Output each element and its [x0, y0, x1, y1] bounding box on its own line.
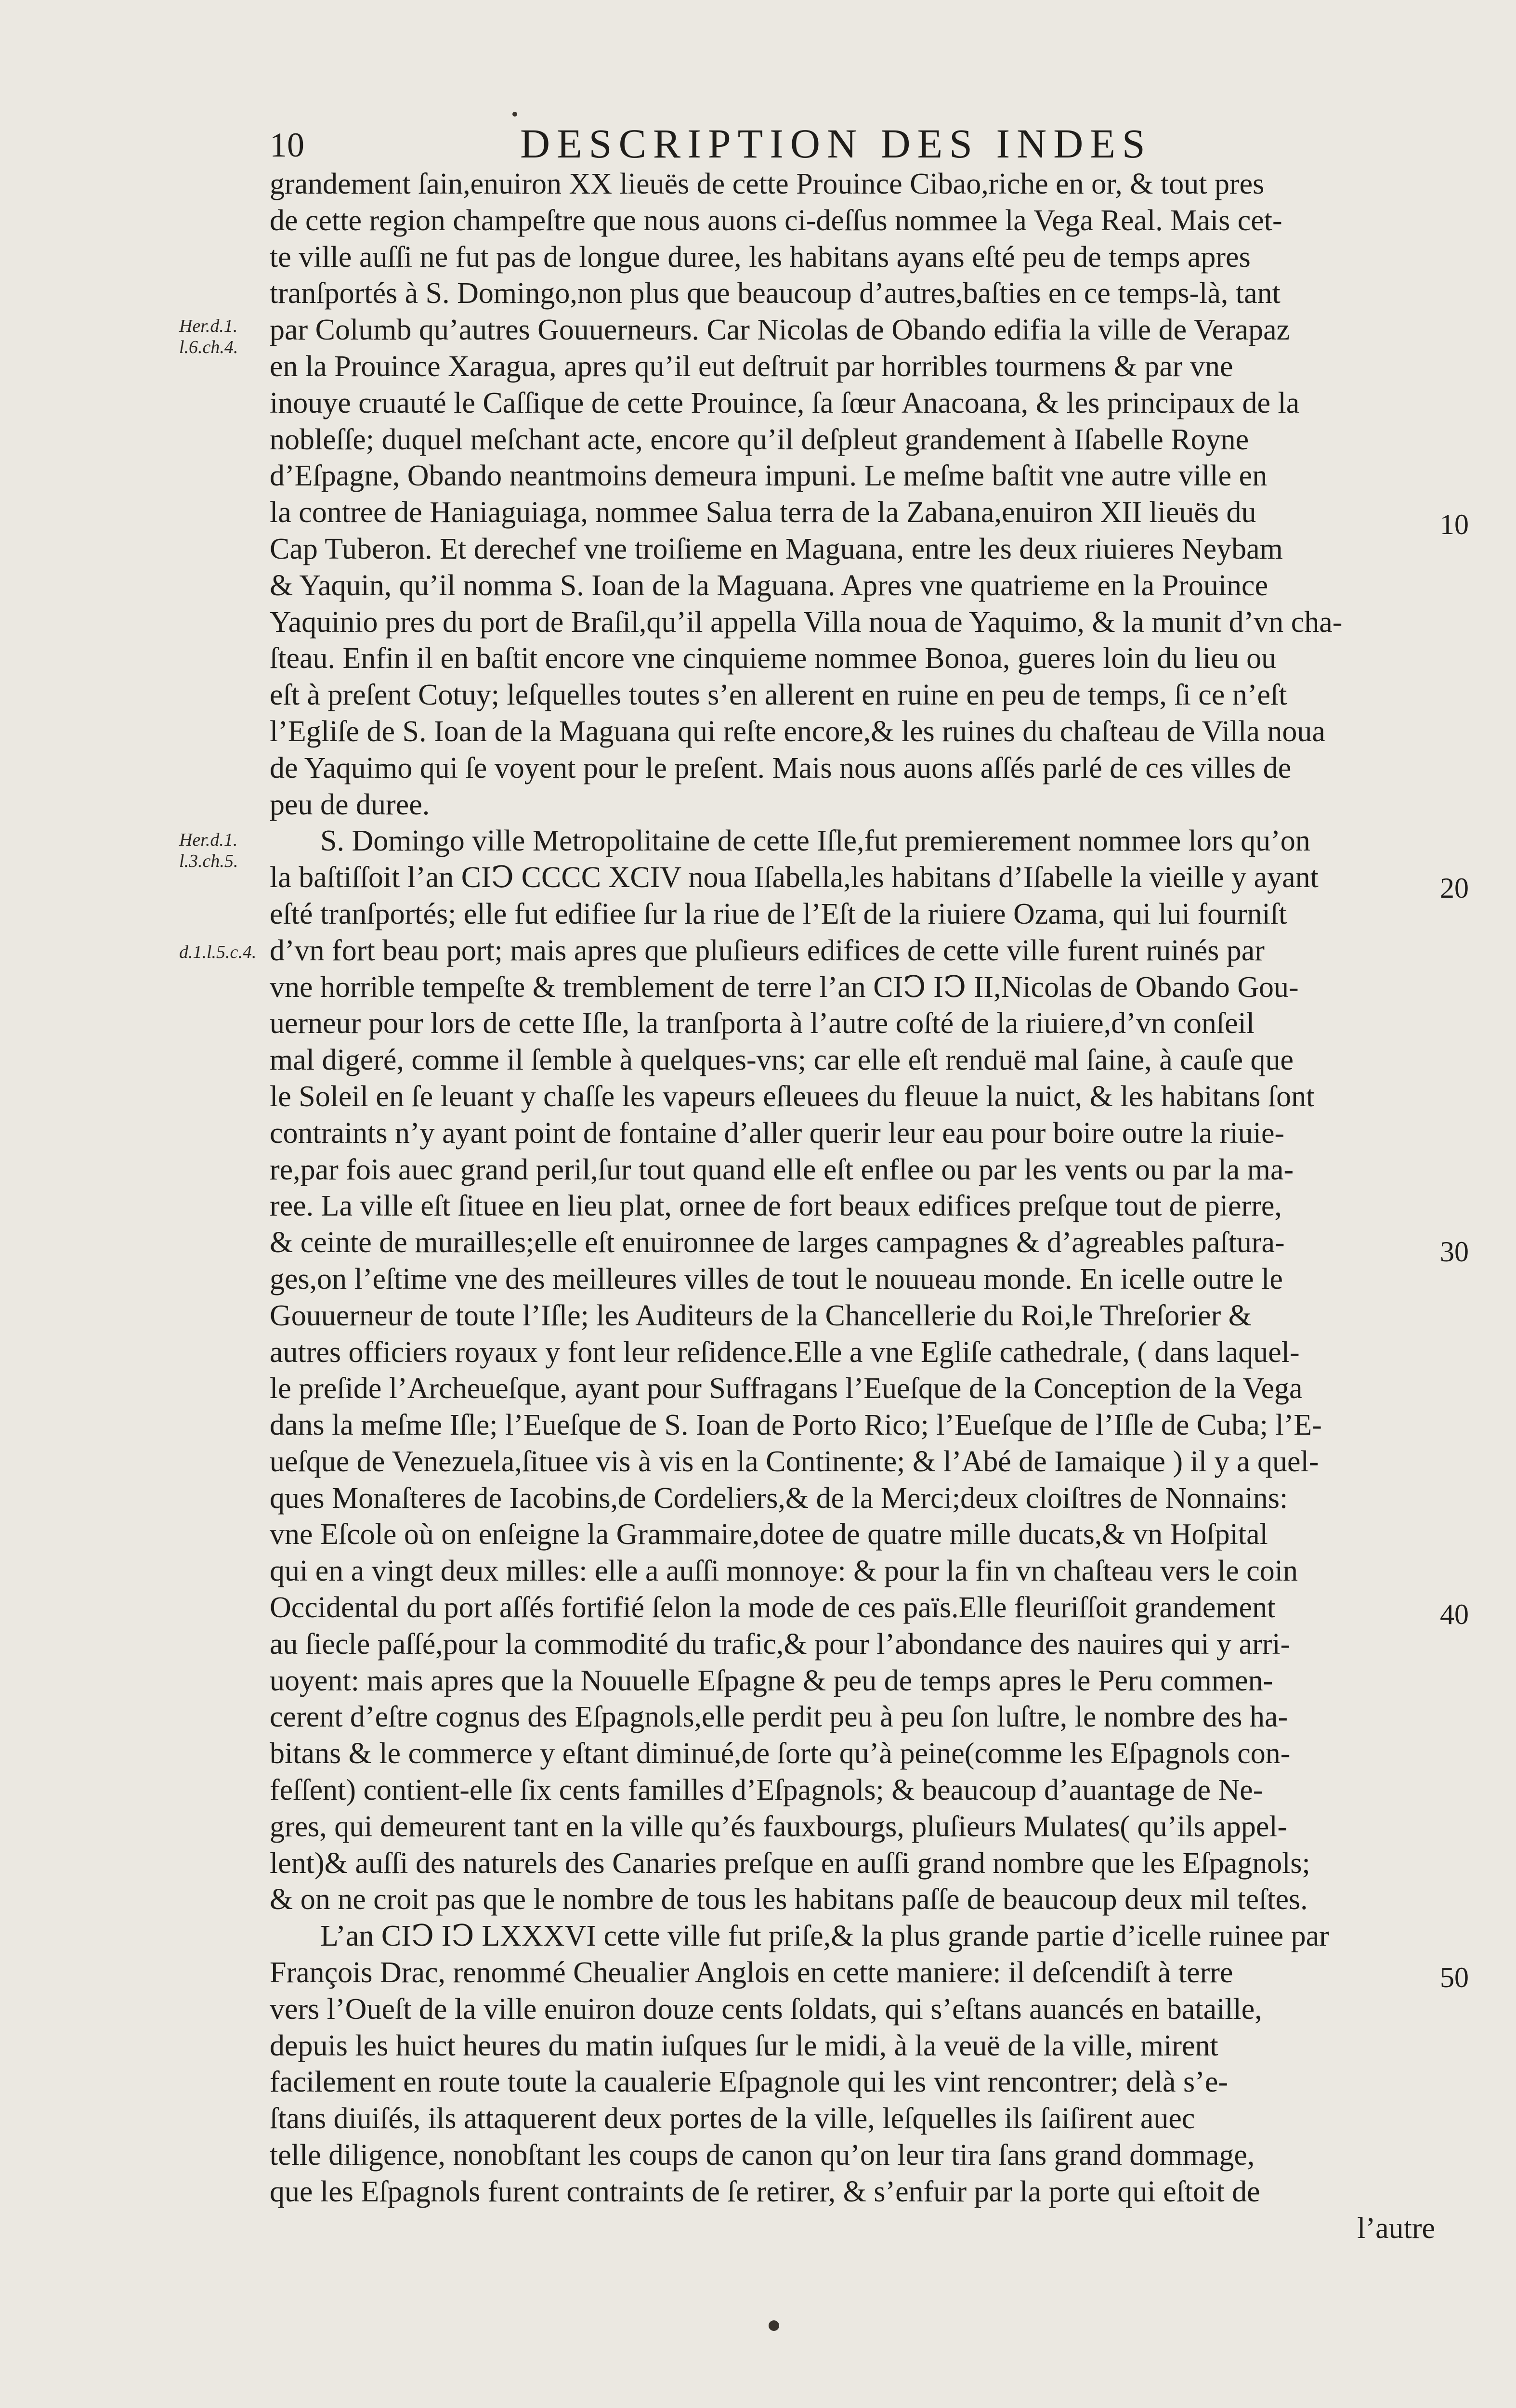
text-line: qui en a vingt deux milles: elle a auſſi monnoye: & pour la fin vn chaſteau vers le coin [270, 1555, 1298, 1588]
text-line: uerneur pour lors de cette Iſle, la tranſporta à l’autre coſté de la riuiere,d’vn conſeil [270, 1007, 1255, 1040]
text-line: par Columb qu’autres Gouuerneurs. Car Nicolas de Obando edifia la ville de Verapaz [270, 314, 1290, 347]
margin-note: d.1.l.5.c.4. [179, 942, 257, 962]
text-line: grandement ſain,enuiron XX lieuës de cette Prouince Cibao,riche en or, & tout pres [270, 168, 1265, 200]
text-line: facilement en route toute la caualerie Eſpagnole qui les vint rencontrer; delà s’e- [270, 2066, 1228, 2099]
text-line: l’Egliſe de S. Ioan de la Maguana qui reſte encore,& les ruines du chaſteau de Villa noua [270, 715, 1325, 748]
line-number: 20 [1440, 872, 1469, 904]
text-line: Occidental du port aſſés fortifié ſelon la mode de ces païs.Elle fleuriſſoit grandement [270, 1591, 1276, 1624]
text-line: au ſiecle paſſé,pour la commodité du trafic,& pour l’abondance des nauires qui y arri- [270, 1627, 1291, 1661]
text-line: cerent d’eſtre cognus des Eſpagnols,elle perdit peu à peu ſon luſtre, le nombre des ha- [270, 1701, 1288, 1734]
text-line: re,par fois auec grand peril,ſur tout quand elle eſt enflee ou par les vents ou par la ma- [270, 1153, 1294, 1186]
line-number: 40 [1440, 1598, 1469, 1630]
text-line: ueſque de Venezuela,ſituee vis à vis en la Continente; & l’Abé de Iamaique ) il y a quel- [270, 1445, 1319, 1478]
text-line: & ceinte de murailles;elle eſt enuironnee de larges campagnes & d’agreables paſtura- [270, 1226, 1285, 1259]
text-line: vers l’Oueſt de la ville enuiron douze cents ſoldats, qui s’eſtans auancés en bataille, [270, 1992, 1262, 2026]
text-line: François Drac, renommé Cheualier Anglois en cette maniere: il deſcendiſt à terre [270, 1956, 1233, 1989]
page-header [270, 115, 1454, 168]
body-text [270, 166, 1435, 2247]
ink-speck [512, 112, 517, 117]
text-line: de cette region champeſtre que nous auons ci-deſſus nommee la Vega Real. Mais cet- [270, 204, 1282, 237]
text-line: te ville auſſi ne fut pas de longue duree, les habitans ayans eſté peu de temps apres [270, 240, 1251, 274]
text-line: nobleſſe; duquel meſchant acte, encore qu’il deſpleut grandement à Iſabelle Royne [270, 423, 1249, 456]
text-line: contraints n’y ayant point de fontaine d’aller querir leur eau pour boire outre la riuie- [270, 1116, 1285, 1150]
text-line: depuis les huict heures du matin iuſques ſur le midi, à la veuë de la ville, mirent [270, 2029, 1218, 2062]
text-line: feſſent) contient-elle ſix cents familles d’Eſpagnols; & beaucoup d’auantage de Ne- [270, 1774, 1263, 1807]
page-number: 10 [270, 126, 304, 164]
text-line: gres, qui demeurent tant en la ville qu’és fauxbourgs, pluſieurs Mulates( qu’ils appel- [270, 1810, 1288, 1843]
text-line: Gouuerneur de toute l’Iſle; les Auditeurs de la Chancellerie du Roi,le Threſorier & [270, 1299, 1252, 1332]
text-line: l’autre [1357, 2212, 1435, 2245]
text-line: ree. La ville eſt ſituee en lieu plat, ornee de fort beaux edifices preſque tout de pierre, [270, 1190, 1282, 1223]
text-line: ques Monaſteres de Iacobins,de Cordeliers,& de la Merci;deux cloiſtres de Nonnains: [270, 1481, 1288, 1515]
text-line: vne horrible tempeſte & tremblement de terre l’an CIↃ IↃ II,Nicolas de Obando Gou- [270, 970, 1299, 1004]
text-line: d’Eſpagne, Obando neantmoins demeura impuni. Le meſme baſtit vne autre ville en [270, 459, 1268, 493]
text-line: telle diligence, nonobſtant les coups de canon qu’on leur tira ſans grand dommage, [270, 2139, 1255, 2172]
text-line: lent)& auſſi des naturels des Canaries preſque en auſſi grand nombre que les Eſpagnols; [270, 1846, 1310, 1880]
text-line: ges,on l’eſtime vne des meilleures villes de tout le nouueau monde. En icelle outre le [270, 1262, 1283, 1296]
text-line: de Yaquimo qui ſe voyent pour le preſent. Mais nous auons aſſés parlé de ces villes de [270, 751, 1292, 785]
text-line: d’vn fort beau port; mais apres que pluſieurs edifices de cette ville furent ruinés par [270, 934, 1265, 967]
text-line: & Yaquin, qu’il nomma S. Ioan de la Maguana. Apres vne quatrieme en la Prouince [270, 569, 1268, 602]
text-line: & on ne croit pas que le nombre de tous les habitans paſſe de beaucoup deux mil teſtes. [270, 1883, 1308, 1916]
running-title: DESCRIPTION DES INDES [520, 120, 1152, 167]
text-line: L’an CIↃ IↃ LXXXVI cette ville fut priſe,& la plus grande partie d’icelle ruinee par [320, 1920, 1329, 1953]
text-line: ſtans diuiſés, ils attaquerent deux portes de la ville, leſquelles ils ſaiſirent auec [270, 2102, 1195, 2135]
line-number: 50 [1440, 1962, 1469, 1993]
text-line: bitans & le commerce y eſtant diminué,de ſorte qu’à peine(comme les Eſpagnols con- [270, 1737, 1291, 1770]
text-line: mal digeré, comme il ſemble à quelques-vns; car elle eſt renduë mal ſaine, à cauſe que [270, 1044, 1294, 1077]
text-line: Yaquinio pres du port de Braſil,qu’il appella Villa noua de Yaquimo, & la munit d’vn cha- [270, 605, 1343, 639]
text-line: en la Prouince Xaragua, apres qu’il eut deſtruit par horribles tourmens & par vne [270, 350, 1233, 383]
text-line: S. Domingo ville Metropolitaine de cette Iſle,fut premierement nommee lors qu’on [320, 824, 1310, 858]
text-line: tranſportés à S. Domingo,non plus que beaucoup d’autres,baſties en ce temps-là, tant [270, 277, 1281, 310]
text-line: peu de duree. [270, 788, 430, 821]
text-line: eſt à preſent Cotuy; leſquelles toutes s’en allerent en ruine en peu de temps, ſi ce n’eſt [270, 679, 1287, 712]
text-line: dans la meſme Iſle; l’Eueſque de S. Ioan de Porto Rico; l’Eueſque de l’Iſle de Cuba; l’E- [270, 1409, 1322, 1442]
text-line: que les Eſpagnols furent contraints de ſe retirer, & s’enfuir par la porte qui eſtoit de [270, 2175, 1260, 2208]
text-line: Cap Tuberon. Et derechef vne troiſieme en Maguana, entre les deux riuieres Neybam [270, 532, 1283, 565]
text-line: inouye cruauté le Caſſique de cette Prouince, ſa ſœur Anacoana, & les principaux de la [270, 386, 1300, 419]
text-line: le preſide l’Archeueſque, ayant pour Suffragans l’Eueſque de la Conception de la Vega [270, 1372, 1303, 1405]
line-number: 10 [1440, 509, 1469, 540]
text-line: eſté tranſportés; elle fut edifiee ſur la riue de l’Eſt de la riuiere Ozama, qui lui fourniſt [270, 897, 1287, 930]
text-line: autres officiers royaux y font leur reſidence.Elle a vne Egliſe cathedrale, ( dans laquel- [270, 1335, 1300, 1369]
margin-note: Her.d.1. l.3.ch.5. [179, 830, 238, 871]
margin-note: Her.d.1. l.6.ch.4. [179, 316, 238, 357]
text-line: ſteau. Enfin il en baſtit encore vne cinquieme nommee Bonoa, gueres loin du lieu ou [270, 642, 1277, 675]
printer-ornament [769, 2320, 779, 2331]
text-line: la baſtiſſoit l’an CIↃ CCCC XCIV noua Iſabella,les habitans d’Iſabelle la vieille y ayant [270, 861, 1319, 894]
line-number: 30 [1440, 1236, 1469, 1268]
text-line: uoyent: mais apres que la Nouuelle Eſpagne & peu de temps apres le Peru commen- [270, 1664, 1273, 1697]
text-line: le Soleil en ſe leuant y chaſſe les vapeurs eſleuees du fleuue la nuict, & les habitans ſont [270, 1080, 1315, 1113]
text-line: vne Eſcole où on enſeigne la Grammaire,dotee de quatre mille ducats,& vn Hoſpital [270, 1518, 1268, 1551]
text-line: la contree de Haniaguiaga, nommee Salua terra de la Zabana,enuiron XII lieuës du [270, 496, 1256, 529]
